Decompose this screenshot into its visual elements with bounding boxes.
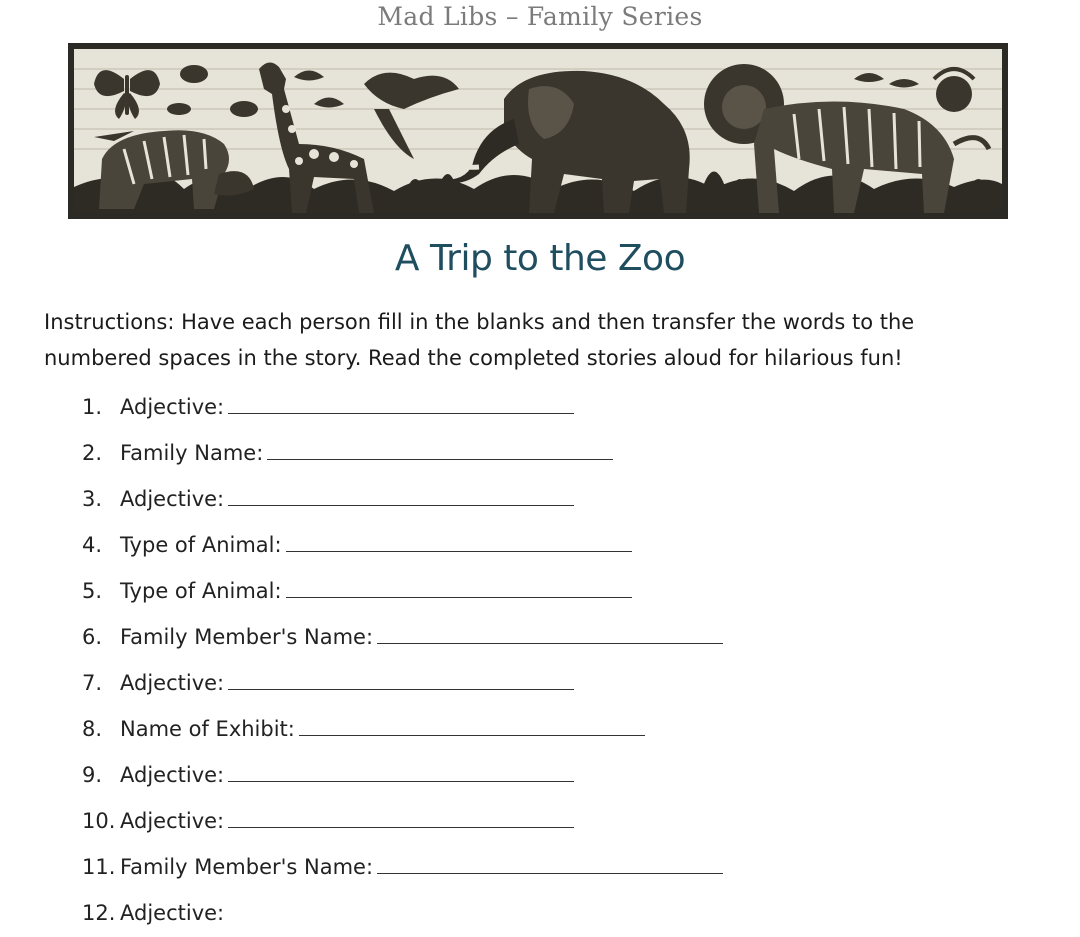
- item-label: Adjective:: [120, 487, 225, 511]
- item-label: Adjective:: [120, 809, 225, 833]
- blank-field[interactable]: [228, 395, 574, 414]
- blank-field[interactable]: [228, 763, 574, 782]
- blank-field[interactable]: [228, 809, 574, 828]
- blank-field[interactable]: [228, 487, 574, 506]
- item-label: Adjective:: [120, 671, 225, 695]
- list-item: 4. Type of Animal:: [82, 533, 632, 569]
- blank-field[interactable]: [377, 855, 723, 874]
- item-label: Family Member's Name:: [120, 625, 374, 649]
- zoo-animals-banner: [68, 43, 1008, 219]
- series-title: Mad Libs – Family Series: [377, 2, 703, 31]
- list-item: 8. Name of Exhibit:: [82, 717, 645, 753]
- list-item: 2. Family Name:: [82, 441, 613, 477]
- list-item: 3. Adjective:: [82, 487, 574, 523]
- instructions-line-1: Instructions: Have each person fill in the blanks and then transfer the words to the: [44, 310, 915, 334]
- list-item: 11. Family Member's Name:: [82, 855, 723, 891]
- item-label: Type of Animal:: [120, 533, 282, 557]
- item-label: Adjective:: [120, 763, 225, 787]
- list-item: 1. Adjective:: [82, 395, 574, 431]
- list-item: 9. Adjective:: [82, 763, 574, 799]
- blank-field[interactable]: [228, 671, 574, 690]
- item-label: Name of Exhibit:: [120, 717, 295, 741]
- blank-field[interactable]: [299, 717, 645, 736]
- item-label: Family Member's Name:: [120, 855, 374, 879]
- list-item: 12. Adjective:: [82, 901, 225, 925]
- list-item: 5. Type of Animal:: [82, 579, 632, 615]
- instructions: [44, 304, 1004, 376]
- item-label: Type of Animal:: [120, 579, 282, 603]
- instructions-line-2: numbered spaces in the story. Read the completed stories aloud for hilarious fun!: [44, 346, 903, 370]
- list-item: 7. Adjective:: [82, 671, 574, 707]
- list-item: 10. Adjective:: [82, 809, 574, 845]
- item-label: Adjective:: [120, 395, 225, 419]
- page-title: A Trip to the Zoo: [394, 238, 686, 279]
- blank-field[interactable]: [267, 441, 613, 460]
- blank-field[interactable]: [286, 579, 632, 598]
- list-item: 6. Family Member's Name:: [82, 625, 723, 661]
- item-label: Family Name:: [120, 441, 264, 465]
- blank-field[interactable]: [377, 625, 723, 644]
- blank-field[interactable]: [286, 533, 632, 552]
- item-label: Adjective:: [120, 901, 225, 925]
